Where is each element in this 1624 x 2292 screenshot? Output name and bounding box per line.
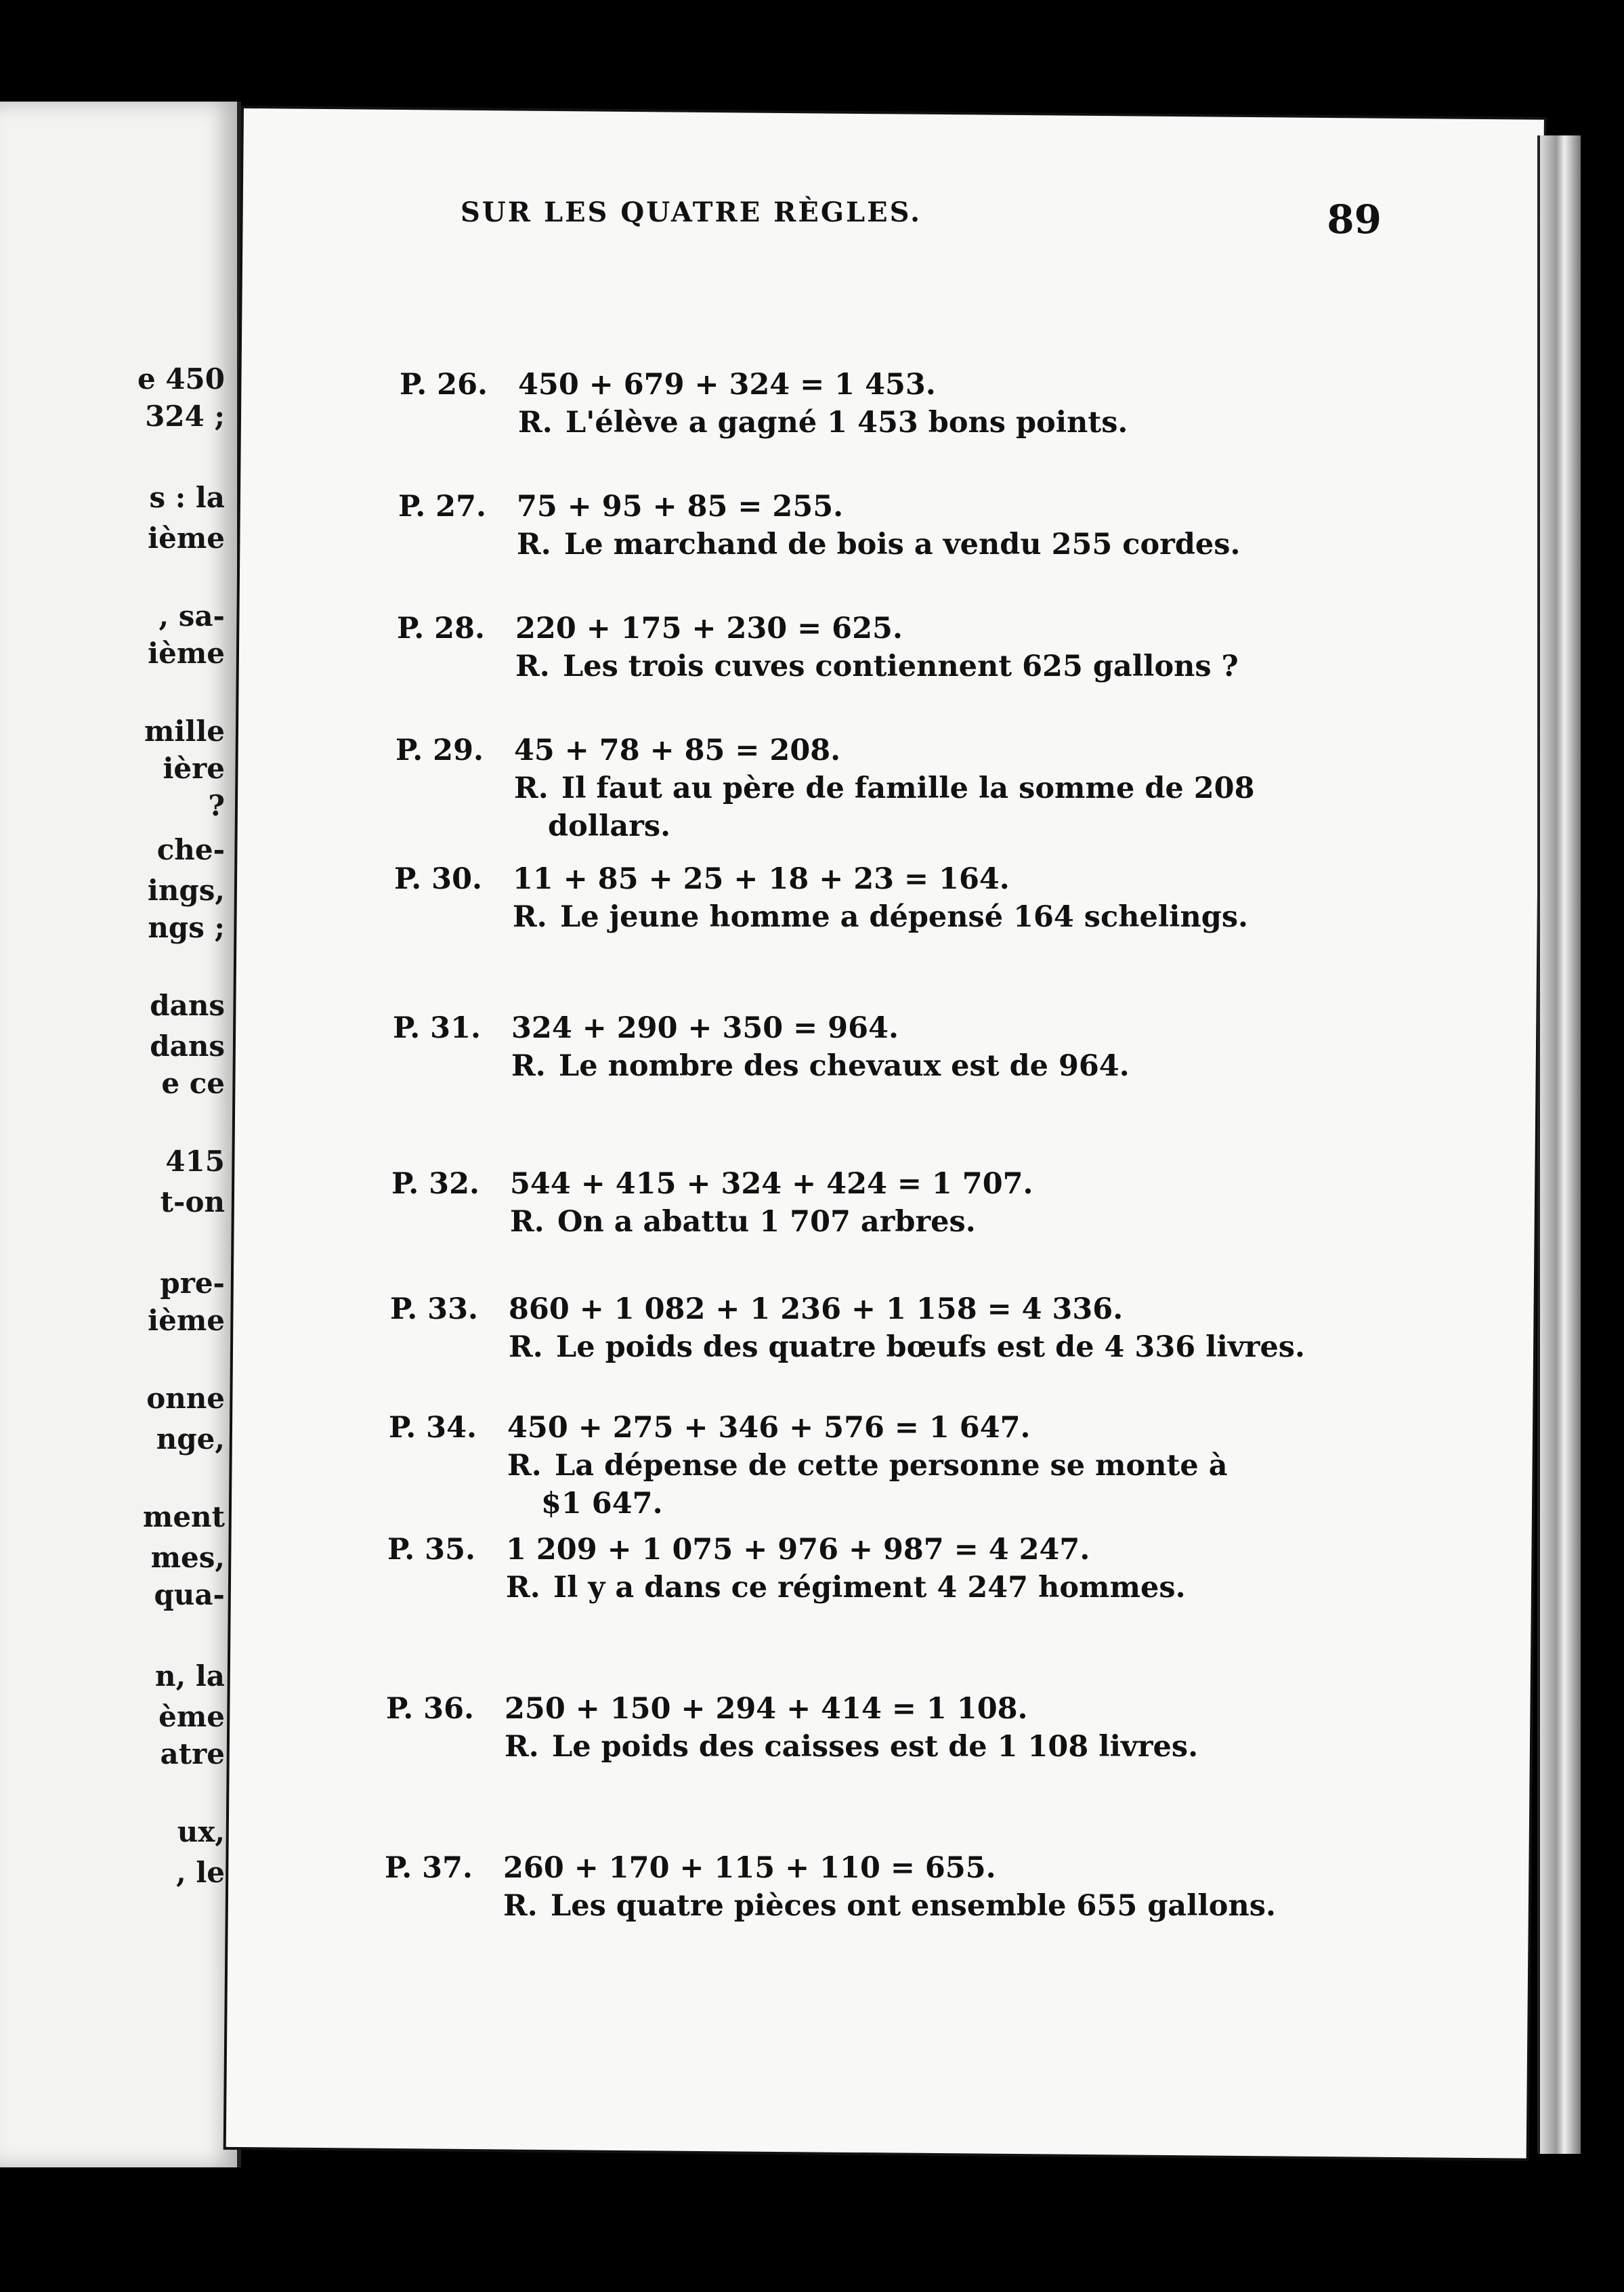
- answer-continuation: dollars.: [548, 809, 671, 843]
- answer-label: R.: [505, 1730, 539, 1764]
- problem-label: P. 33.: [390, 1292, 478, 1326]
- problem-equation: 450 + 275 + 346 + 576 = 1 647.: [507, 1411, 1031, 1445]
- problem-equation: 11 + 85 + 25 + 18 + 23 = 164.: [513, 862, 1010, 896]
- left-text-line: e 450: [137, 362, 225, 396]
- left-text-line: nge,: [156, 1422, 225, 1456]
- left-text-line: ème: [158, 1700, 225, 1733]
- problem-label: P. 35.: [387, 1533, 475, 1567]
- problem-equation: 324 + 290 + 350 = 964.: [511, 1011, 899, 1045]
- problem-equation: 260 + 170 + 115 + 110 = 655.: [503, 1851, 996, 1885]
- problem-equation: 450 + 679 + 324 = 1 453.: [518, 368, 936, 402]
- left-text-line: ième: [148, 1304, 225, 1337]
- left-text-line: mes,: [150, 1541, 225, 1574]
- answer-label: R.: [515, 650, 550, 683]
- answer-label: R.: [510, 1205, 544, 1239]
- problem-equation: 250 + 150 + 294 + 414 = 1 108.: [505, 1692, 1028, 1726]
- answer-label: R.: [518, 406, 553, 440]
- left-text-line: onne: [146, 1382, 225, 1415]
- answer-continuation: $1 647.: [541, 1487, 663, 1521]
- left-text-line: pre-: [160, 1267, 225, 1300]
- left-text-line: ings,: [147, 874, 225, 907]
- problem-answer: Le nombre des chevaux est de 964.: [559, 1049, 1130, 1083]
- left-text-line: dans: [150, 1030, 225, 1063]
- left-text-line: , sa-: [158, 599, 225, 633]
- problem-label: P. 28.: [397, 612, 485, 645]
- page-edge: [1537, 135, 1581, 2154]
- problem-answer: Il y a dans ce régiment 4 247 hommes.: [553, 1571, 1186, 1605]
- problem-answer: Le marchand de bois a vendu 255 cordes.: [564, 528, 1241, 561]
- problem-item: [396, 731, 1255, 845]
- problem-item: [391, 1165, 1033, 1241]
- problem-answer: On a abattu 1 707 arbres.: [557, 1205, 976, 1239]
- problem-equation: 1 209 + 1 075 + 976 + 987 = 4 247.: [506, 1533, 1090, 1567]
- problem-label: P. 29.: [396, 734, 484, 767]
- problem-item: [386, 1690, 1198, 1766]
- problem-answer: Les quatre pièces ont ensemble 655 gallons.: [551, 1889, 1276, 1923]
- problem-label: P. 31.: [393, 1011, 481, 1045]
- problem-answer: Le jeune homme a dépensé 164 schelings.: [560, 900, 1249, 934]
- problem-label: P. 34.: [389, 1411, 477, 1445]
- left-text-line: ment: [142, 1500, 225, 1533]
- problem-item: [398, 488, 1240, 564]
- left-text-line: che-: [156, 833, 225, 866]
- problem-equation: 220 + 175 + 230 = 625.: [515, 612, 903, 645]
- problem-item: [387, 1531, 1186, 1607]
- problem-equation: 45 + 78 + 85 = 208.: [514, 734, 841, 767]
- problem-equation: 75 + 95 + 85 = 255.: [517, 490, 844, 524]
- answer-label: R.: [503, 1889, 538, 1923]
- left-text-line: , le: [176, 1856, 225, 1889]
- left-text-line: e ce: [161, 1067, 225, 1100]
- problem-answer: Il faut au père de famille la somme de 208: [561, 771, 1255, 805]
- left-text-line: ième: [148, 522, 225, 555]
- problem-label: P. 26.: [400, 368, 488, 402]
- left-text-line: ux,: [177, 1815, 225, 1848]
- problem-label: P. 27.: [398, 490, 486, 524]
- left-text-line: ngs ;: [148, 911, 225, 944]
- left-text-line: 415: [165, 1145, 225, 1178]
- left-text-line: ?: [208, 789, 225, 822]
- answer-label: R.: [506, 1571, 540, 1605]
- problem-item: [385, 1849, 1276, 1925]
- problem-label: P. 36.: [386, 1692, 474, 1726]
- problem-answer: Le poids des caisses est de 1 108 livres.: [552, 1730, 1199, 1764]
- answer-label: R.: [517, 528, 551, 561]
- answer-label: R.: [509, 1330, 543, 1364]
- answer-label: R.: [511, 1049, 546, 1083]
- left-text-line: ième: [148, 637, 225, 670]
- problem-item: [389, 1409, 1228, 1523]
- answer-label: R.: [507, 1449, 542, 1483]
- left-text-line: qua-: [154, 1578, 225, 1611]
- left-page: [0, 102, 241, 2167]
- left-text-line: n, la: [155, 1659, 225, 1693]
- problem-answer: Les trois cuves contiennent 625 gallons ?: [563, 650, 1239, 683]
- left-text-line: s : la: [149, 481, 225, 514]
- page-title: SUR LES QUATRE RÈGLES.: [461, 196, 922, 228]
- problem-answer: L'élève a gagné 1 453 bons points.: [565, 406, 1128, 440]
- left-text-line: dans: [150, 989, 225, 1022]
- page-number: 89: [1327, 196, 1382, 242]
- left-text-line: 324 ;: [145, 400, 225, 433]
- problem-equation: 544 + 415 + 324 + 424 = 1 707.: [510, 1167, 1033, 1201]
- problem-label: P. 30.: [394, 862, 482, 896]
- problem-item: [394, 860, 1248, 936]
- left-text-line: ière: [163, 752, 225, 785]
- problem-item: [390, 1290, 1305, 1366]
- problem-equation: 860 + 1 082 + 1 236 + 1 158 = 4 336.: [509, 1292, 1124, 1326]
- problem-item: [397, 610, 1239, 685]
- answer-label: R.: [513, 900, 547, 934]
- problem-label: P. 37.: [385, 1851, 473, 1885]
- left-text-line: mille: [144, 715, 225, 748]
- problem-answer: Le poids des quatre bœufs est de 4 336 livres.: [556, 1330, 1305, 1364]
- problem-item: [393, 1009, 1130, 1085]
- left-text-line: atre: [160, 1737, 225, 1770]
- problem-item: [400, 366, 1128, 442]
- left-text-line: t-on: [160, 1185, 225, 1218]
- answer-label: R.: [514, 771, 549, 805]
- problem-answer: La dépense de cette personne se monte à: [555, 1449, 1228, 1483]
- running-head: [379, 196, 1382, 242]
- problem-label: P. 32.: [391, 1167, 479, 1201]
